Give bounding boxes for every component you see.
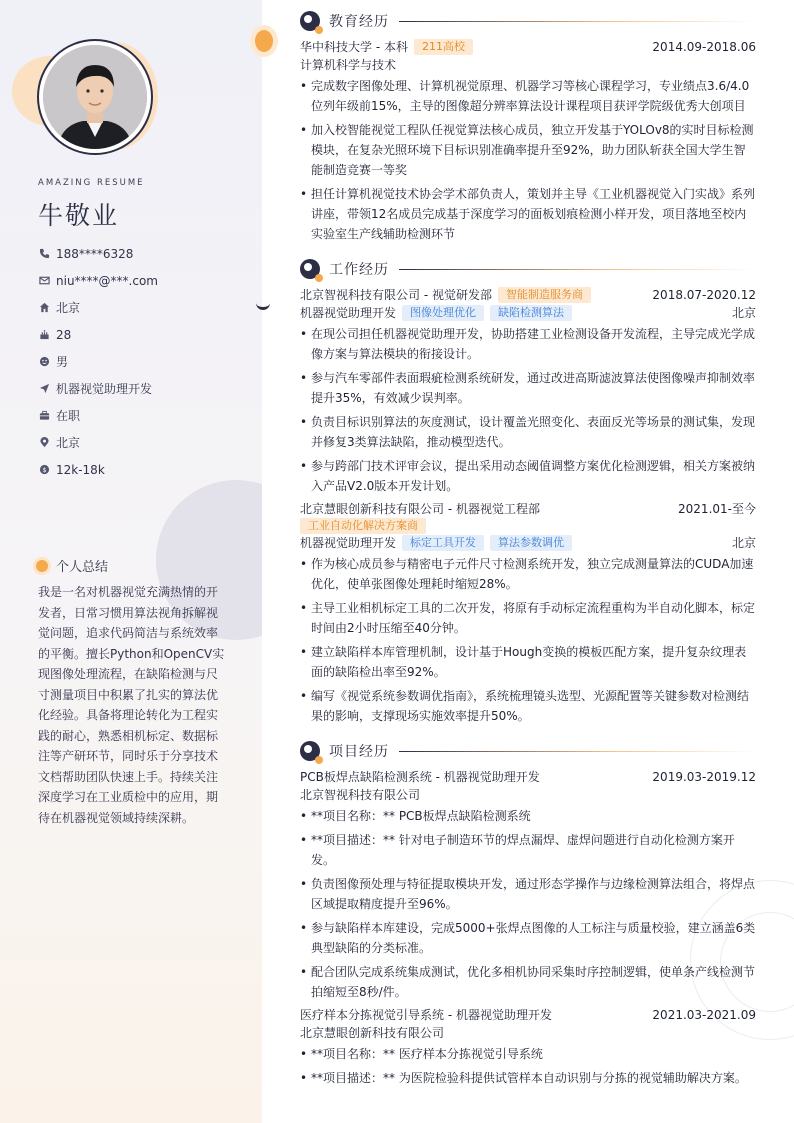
project-company-row <box>300 786 756 804</box>
info-status-text: 在职 <box>56 409 81 423</box>
job-badge-row <box>300 518 756 534</box>
info-target-position-text: 机器视觉助理开发 <box>56 382 153 396</box>
location-pin-icon <box>38 437 50 449</box>
info-target-position <box>38 375 158 402</box>
education-header-row <box>300 38 756 56</box>
project-name: 医疗样本分拣视觉引导系统 - 机器视觉助理开发 <box>300 1008 552 1022</box>
main-content <box>300 10 756 1102</box>
resume-tagline: AMAZING RESUME <box>38 178 145 188</box>
project-bullets <box>300 1044 756 1088</box>
salary-icon <box>38 464 50 476</box>
list-item: • **项目名称：** 医疗样本分拣视觉引导系统 <box>300 1044 756 1064</box>
decor-arc <box>256 296 270 310</box>
job-date: 2021.01-至今 <box>678 502 756 516</box>
section-title: 项目经历 <box>329 744 389 760</box>
job-company: 北京智视科技有限公司 - 视觉研发部 <box>300 288 492 302</box>
education-bullets <box>300 76 756 244</box>
section-title: 教育经历 <box>329 14 389 30</box>
gender-icon <box>38 356 50 368</box>
section-bullet-icon <box>300 259 320 279</box>
info-phone-text: 188****6328 <box>56 246 134 261</box>
list-item: • 担任计算机视觉技术协会学术部负责人，策划并主导《工业机器视觉入门实战》系列讲座，带领12名成员完成基于深度学习的面板划痕检测小样开发，项目落地至校内实验室生产线辅助检测环节 <box>300 184 756 244</box>
school-name: 华中科技大学 - 本科 <box>300 40 408 54</box>
list-item: • 主导工业相机标定工具的二次开发，将原有手动标定流程重构为半自动化脚本，标定时间由2小时压缩至40分钟。 <box>300 598 756 638</box>
education-section <box>300 10 756 244</box>
job-role-row <box>300 534 756 552</box>
job-role: 机器视觉助理开发 <box>300 536 397 550</box>
project-company: 北京智视科技有限公司 <box>300 788 421 802</box>
skill-tag: 缺陷检测算法 <box>490 305 572 321</box>
list-item: • **项目名称：** PCB板焊点缺陷检测系统 <box>300 806 756 826</box>
job-city: 北京 <box>731 306 756 320</box>
list-item: • 参与汽车零部件表面瑕疵检测系统研发，通过改进高斯滤波算法使图像噪声抑制效率提升35%，有效减少误判率。 <box>300 368 756 408</box>
school-badge: 211高校 <box>414 39 473 55</box>
info-status <box>38 402 158 429</box>
home-icon <box>38 302 50 314</box>
list-item: • 加入校智能视觉工程队任视觉算法核心成员，独立开发基于YOLOv8的实时目标检测模块，在复杂光照环境下目标识别准确率提升至92%，助力团队斩获全国大学生智能制造竞赛一等奖 <box>300 120 756 180</box>
job-date: 2018.07-2020.12 <box>652 288 756 302</box>
job-role: 机器视觉助理开发 <box>300 306 397 320</box>
list-item: • 在现公司担任机器视觉助理开发，协助搭建工业检测设备开发流程，主导完成光学成像方案与算法模块的衔接设计。 <box>300 324 756 364</box>
info-gender-text: 男 <box>56 355 69 369</box>
list-item: • 配合团队完成系统集成测试，优化多相机协同采集时序控制逻辑，使单条产线检测节拍缩短至8秒/件。 <box>300 962 756 1002</box>
education-major-row <box>300 56 756 74</box>
project-date: 2021.03-2021.09 <box>652 1008 756 1022</box>
avatar-frame <box>37 39 153 155</box>
avatar-portrait-icon <box>43 45 147 149</box>
summary-heading <box>36 556 108 575</box>
send-icon <box>38 383 50 395</box>
section-header <box>300 258 756 280</box>
summary-heading-text: 个人总结 <box>56 560 109 575</box>
info-target-city <box>38 429 158 456</box>
info-hometown-text: 北京 <box>56 301 81 315</box>
skill-tag: 标定工具开发 <box>402 535 484 551</box>
info-email <box>38 267 158 294</box>
job-role-row <box>300 304 756 322</box>
avatar <box>43 45 147 149</box>
section-divider <box>399 269 756 270</box>
section-header <box>300 10 756 32</box>
list-item: • 编写《视觉系统参数调优指南》，系统梳理镜头选型、光源配置等关键参数对检测结果的影响，支撑现场实施效率提升50%。 <box>300 686 756 726</box>
education-date: 2014.09-2018.06 <box>652 40 756 54</box>
mail-icon <box>38 275 50 287</box>
summary-text: 我是一名对机器视觉充满热情的开发者，日常习惯用算法视角拆解视觉问题，追求代码简洁与系统效率的平衡。擅长Python和OpenCV实现图像处理流程，在缺陷检测与尺寸测量项目中积累了扎实的算法优化经验。具备将理论转化为工程实践的耐心，熟悉相机标定、数据标注等产研环节，同时乐于分享技术文档帮助团队快速上手。持续关注深度学习在工业质检中的应用，期待在机器视觉领域持续深耕。 <box>38 585 225 825</box>
list-item: • 负责图像预处理与特征提取模块开发，通过形态学操作与边缘检测算法组合，将焊点区域提取精度提升至96%。 <box>300 874 756 914</box>
list-item: • **项目描述：** 针对电子制造环节的焊点漏焊、虚焊问题进行自动化检测方案开发。 <box>300 830 756 870</box>
section-divider <box>399 751 756 752</box>
section-title: 工作经历 <box>329 262 389 278</box>
project-bullets <box>300 806 756 1002</box>
job-company: 北京慧眼创新科技有限公司 - 机器视觉工程部 <box>300 502 540 516</box>
project-header-row <box>300 768 756 786</box>
project-header-row <box>300 1006 756 1024</box>
info-phone <box>38 240 158 267</box>
summary-dot-icon <box>36 560 48 572</box>
work-section <box>300 258 756 726</box>
info-age <box>38 321 158 348</box>
phone-icon <box>38 248 50 260</box>
list-item: • 参与跨部门技术评审会议，提出采用动态阈值调整方案优化检测逻辑，相关方案被纳入产品V2.0版本开发计划。 <box>300 456 756 496</box>
list-item: • 建立缺陷样本库管理机制，设计基于Hough变换的模板匹配方案，提升复杂纹理表面的缺陷检出率至92%。 <box>300 642 756 682</box>
projects-section <box>300 740 756 1088</box>
job-city: 北京 <box>731 536 756 550</box>
info-target-city-text: 北京 <box>56 436 81 450</box>
skill-tag: 图像处理优化 <box>402 305 484 321</box>
list-item: • 参与缺陷样本库建设，完成5000+张焊点图像的人工标注与质量校验，建立涵盖6类典型缺陷的分类标准。 <box>300 918 756 958</box>
info-salary <box>38 456 158 483</box>
project-company: 北京慧眼创新科技有限公司 <box>300 1026 445 1040</box>
company-badge: 工业自动化解决方案商 <box>300 518 426 534</box>
svg-text:$: $ <box>41 465 47 474</box>
info-hometown <box>38 294 158 321</box>
major: 计算机科学与技术 <box>300 58 397 72</box>
list-item: • **项目描述：** 为医院检验科提供试管样本自动识别与分拣的视觉辅助解决方案。 <box>300 1068 756 1088</box>
info-email-text: niu****@***.com <box>56 273 158 288</box>
info-age-text: 28 <box>56 327 72 342</box>
list-item: • 负责目标识别算法的灰度测试，设计覆盖光照变化、表面反光等场景的测试集，发现并修复3类算法缺陷，推动模型迭代。 <box>300 412 756 452</box>
list-item: • 完成数字图像处理、计算机视觉原理、机器学习等核心课程学习，专业绩点3.6/4.0位列年级前15%，主导的图像超分辨率算法设计课程项目获评学院级优秀大创项目 <box>300 76 756 116</box>
project-name: PCB板焊点缺陷检测系统 - 机器视觉助理开发 <box>300 770 540 784</box>
briefcase-icon <box>38 410 50 422</box>
decor-dot <box>255 30 273 52</box>
section-bullet-icon <box>300 741 320 761</box>
candidate-name: 牛敬业 <box>38 201 120 230</box>
sidebar <box>0 0 262 1123</box>
job-bullets <box>300 324 756 496</box>
company-badge: 智能制造服务商 <box>498 287 591 303</box>
contact-info-list <box>38 240 158 483</box>
section-header <box>300 740 756 762</box>
project-company-row <box>300 1024 756 1042</box>
info-salary-text: 12k-18k <box>56 462 105 477</box>
job-bullets <box>300 554 756 726</box>
section-divider <box>399 21 756 22</box>
section-bullet-icon <box>300 11 320 31</box>
job-header-row <box>300 286 756 304</box>
cake-icon <box>38 329 50 341</box>
info-gender <box>38 348 158 375</box>
skill-tag: 算法参数调优 <box>490 535 572 551</box>
job-header-row <box>300 500 756 518</box>
list-item: • 作为核心成员参与精密电子元件尺寸检测系统开发，独立完成测量算法的CUDA加速优化，使单张图像处理耗时缩短28%。 <box>300 554 756 594</box>
project-date: 2019.03-2019.12 <box>652 770 756 784</box>
